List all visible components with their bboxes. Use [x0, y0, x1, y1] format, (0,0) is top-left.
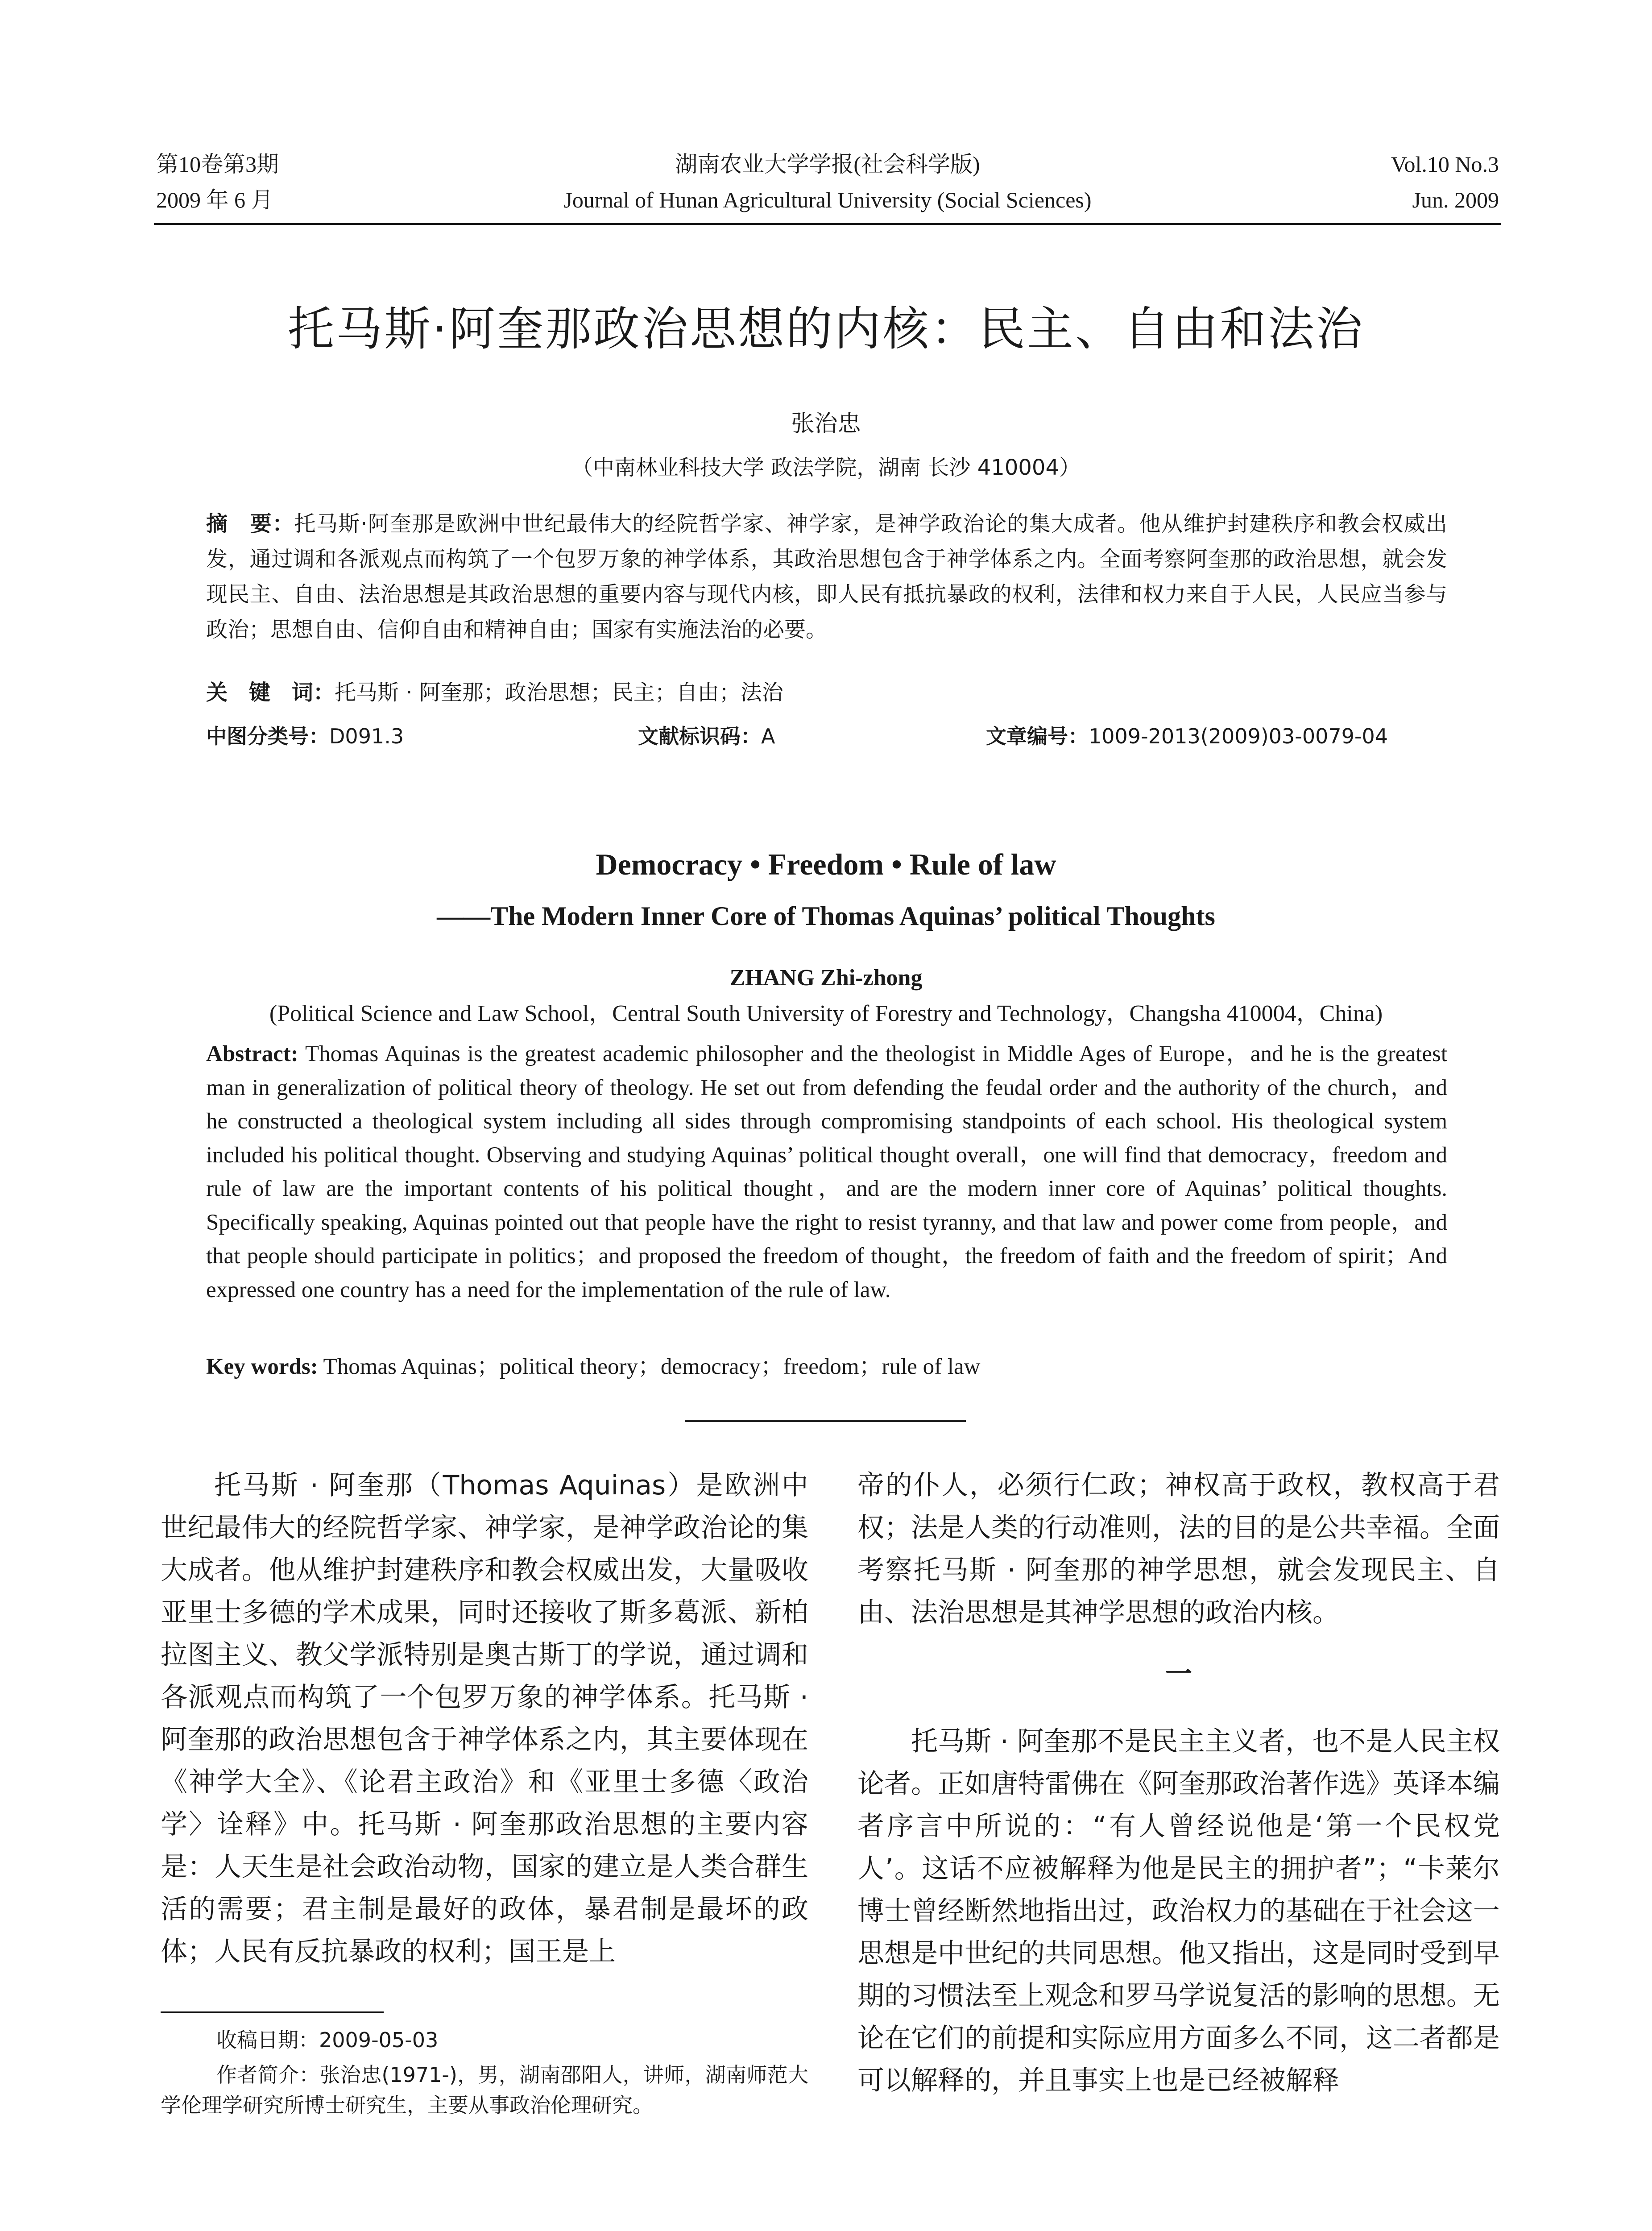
author-name-cn: 张治忠	[791, 411, 861, 437]
article-title-en: Democracy • Freedom • Rule of law	[596, 847, 1056, 881]
body-right-column-top: 帝的仆人，必须行仁政；神权高于政权，教权高于君权；法是人类的行动准则，法的目的是公共幸福。全面考察托马斯 · 阿奎那的神学思想，就会发现民主、自由、法治思想是其神学思想的政治内核。	[857, 1470, 1500, 1628]
clc-label: 中图分类号：	[206, 724, 329, 748]
article-number-value: 1009-2013(2009)03-0079-04	[1089, 724, 1388, 748]
keywords-en	[206, 1352, 1447, 1381]
front-matter-divider	[685, 1420, 966, 1422]
author-affiliation-cn: （中南林业科技大学 政法学院，湖南 长沙 410004）	[571, 455, 1081, 480]
abstract-text-cn: 托马斯·阿奎那是欧洲中世纪最伟大的经院哲学家、神学家，是神学政治论的集大成者。他从维护封建秩序和教会权威出发，通过调和各派观点而构筑了一个包罗万象的神学体系，其政治思想包含于神学体系之内。全面考察阿奎那的政治思想，就会发现民主、自由、法治思想是其政治思想的重要内容与现代内核，即人民有抵抗暴政的权利，法律和权力来自于人民，人民应当参与政治；思想自由、信仰自由和精神自由；国家有实施法治的必要。	[206, 511, 1447, 642]
volume-number-en: Vol.10 No.3	[1391, 152, 1499, 177]
keywords-text-cn: 托马斯 · 阿奎那；政治思想；民主；自由；法治	[335, 680, 783, 705]
abstract-label-cn: 摘 要：	[206, 511, 294, 536]
abstract-cn	[206, 506, 1447, 647]
author-name-en: ZHANG Zhi-zhong	[729, 965, 923, 991]
abstract-en	[206, 1037, 1447, 1307]
body-right-column-bottom: 托马斯 · 阿奎那不是民主主义者，也不是人民主权论者。正如唐特雷佛在《阿奎那政治著作选》英译本编者序言中所说的：“有人曾经说他是‘第一个民权党人’。这话不应被解释为他是民主的拥护者”；“卡莱尔博士曾经断然地指出过，政治权力的基础在于社会这一思想是中世纪的共同思想。他又指出，这是同时受到早期的习惯法至上观念和罗马学说复活的影响的思想。无论在它们的前提和实际应用方面多么不同，这二者都是可以解释的，并且事实上也是已经被解释	[857, 1726, 1500, 2096]
article-subtitle-en: ——The Modern Inner Core of Thomas Aquinas’ political Thoughts	[437, 901, 1215, 931]
document-code-label: 文献标识码：	[638, 724, 761, 748]
article-number	[986, 723, 1388, 750]
journal-title-en: Journal of Hunan Agricultural University (Social Sciences)	[563, 187, 1092, 212]
header-divider	[154, 223, 1501, 225]
article-number-label: 文章编号：	[986, 724, 1089, 748]
issue-date-cn: 2009 年 6 月	[156, 187, 273, 212]
author-bio: 作者简介：张治忠(1971-)，男，湖南邵阳人，讲师，湖南师范大学伦理学研究所博士研究生，主要从事政治伦理研究。	[161, 2063, 808, 2117]
abstract-label-en: Abstract:	[206, 1041, 298, 1066]
document-code	[638, 723, 775, 750]
abstract-text-en: Thomas Aquinas is the greatest academic philosopher and the theologist in Middle Ages of Europe，and he is the greatest man in generalization of political theory of theology. He set out from defending the feudal order and the authority of the church，and he constructed a theological system including all sides through compromising standpoints of each school. His theological system included his political thought. Observing and studying Aquinas’ political thought overall，one will find that democracy，freedom and rule of law are the important contents of his political thought，and are the modern inner core of Aquinas’ political thoughts. Specifically speaking, Aquinas pointed out that people have the right to resist tyranny, and that law and power come from people，and that people should participate in politics；and proposed the freedom of thought，the freedom of faith and the freedom of spirit；And expressed one country has a need for the implementation of the rule of law.	[206, 1041, 1447, 1302]
volume-issue: 第10卷第3期	[156, 152, 279, 177]
keywords-label-en: Key words:	[206, 1354, 318, 1379]
clc-number	[206, 723, 404, 750]
received-date: 收稿日期：2009-05-03	[216, 2028, 439, 2052]
footnote-divider	[161, 2011, 384, 2013]
section-heading-1: 一	[1165, 1659, 1192, 1690]
keywords-label-cn: 关 键 词：	[206, 680, 335, 705]
keywords-cn	[206, 678, 1447, 707]
journal-title-cn: 湖南农业大学学报(社会科学版)	[675, 152, 980, 177]
issue-date-en: Jun. 2009	[1412, 187, 1499, 212]
author-affiliation-en: (Political Science and Law School，Central South University of Forestry and Technology，Changsha 410004，China)	[269, 1001, 1383, 1026]
keywords-text-en: Thomas Aquinas；political theory；democracy；freedom；rule of law	[318, 1354, 981, 1379]
body-left-column: 托马斯 · 阿奎那（Thomas Aquinas）是欧洲中世纪最伟大的经院哲学家、神学家，是神学政治论的集大成者。他从维护封建秩序和教会权威出发，大量吸收亚里士多德的学术成果，同时还接收了斯多葛派、新柏拉图主义、教父学派特别是奥古斯丁的学说，通过调和各派观点而构筑了一个包罗万象的神学体系。托马斯 · 阿奎那的政治思想包含于神学体系之内，其主要体现在《神学大全》、《论君主政治》和《亚里士多德〈政治学〉诠释》中。托马斯 · 阿奎那政治思想的主要内容是：人天生是社会政治动物，国家的建立是人类合群生活的需要；君主制是最好的政体，暴君制是最坏的政体；人民有反抗暴政的权利；国王是上	[161, 1470, 808, 1967]
clc-value: D091.3	[329, 724, 404, 748]
document-code-value: A	[761, 724, 775, 748]
article-title-cn: 托马斯·阿奎那政治思想的内核：民主、自由和法治	[287, 302, 1365, 356]
